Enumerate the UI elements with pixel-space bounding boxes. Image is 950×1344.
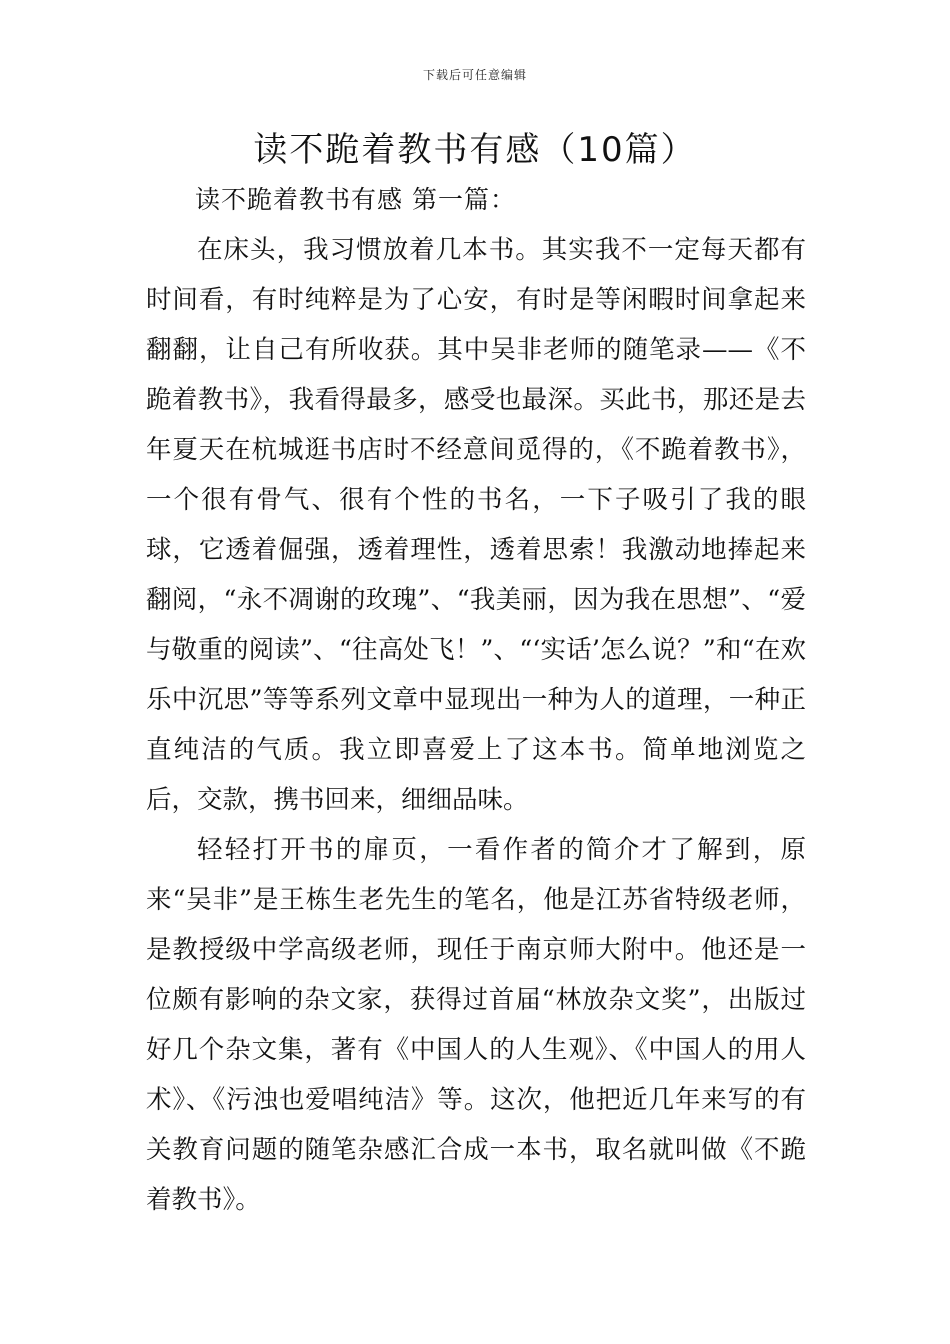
header-note: 下载后可任意编辑 xyxy=(422,68,527,82)
section-heading: 读不跪着教书有感 第一篇： xyxy=(195,185,516,214)
paragraph: 在床头，我习惯放着几本书。其实我不一定每天都有时间看，有时纯粹是为了心安，有时是等闲暇时间拿起来翻翻，让自己有所收获。其中吴非老师的随笔录——《不跪着教书》，我看得最多，感受也最深。买此书，那还是去年夏天在杭城逛书店时不经意间觅得的，《不跪着教书》，一个很有骨气、很有个性的书名，一下子吸引了我的眼球，它透着倔强，透着理性，透着思索！我激动地捧起来翻阅，“永不凋谢的玫瑰”、“我美丽，因为我在思想”、“爱与敬重的阅读”、“往高处飞！”、“‘实话’怎么说？”和“在欢乐中沉思”等等系列文章中显现出一种为人的道理，一种正直纯洁的气质。我立即喜爱上了这本书。简单地浏览之后，交款，携书回来，细细品味。 xyxy=(146,235,806,815)
document-body xyxy=(146,225,806,1225)
paragraph: 轻轻打开书的扉页，一看作者的简介才了解到，原来“吴非”是王栋生老先生的笔名，他是江苏省特级老师，是教授级中学高级老师，现任于南京师大附中。他还是一位颇有影响的杂文家，获得过首届“林放杂文奖”，出版过好几个杂文集，著有《中国人的人生观》、《中国人的用人术》、《污浊也爱唱纯洁》等。这次，他把近几年来写的有关教育问题的随笔杂感汇合成一本书，取名就叫做《不跪着教书》。 xyxy=(146,835,806,1215)
document-title: 读不跪着教书有感（10篇） xyxy=(253,130,697,170)
